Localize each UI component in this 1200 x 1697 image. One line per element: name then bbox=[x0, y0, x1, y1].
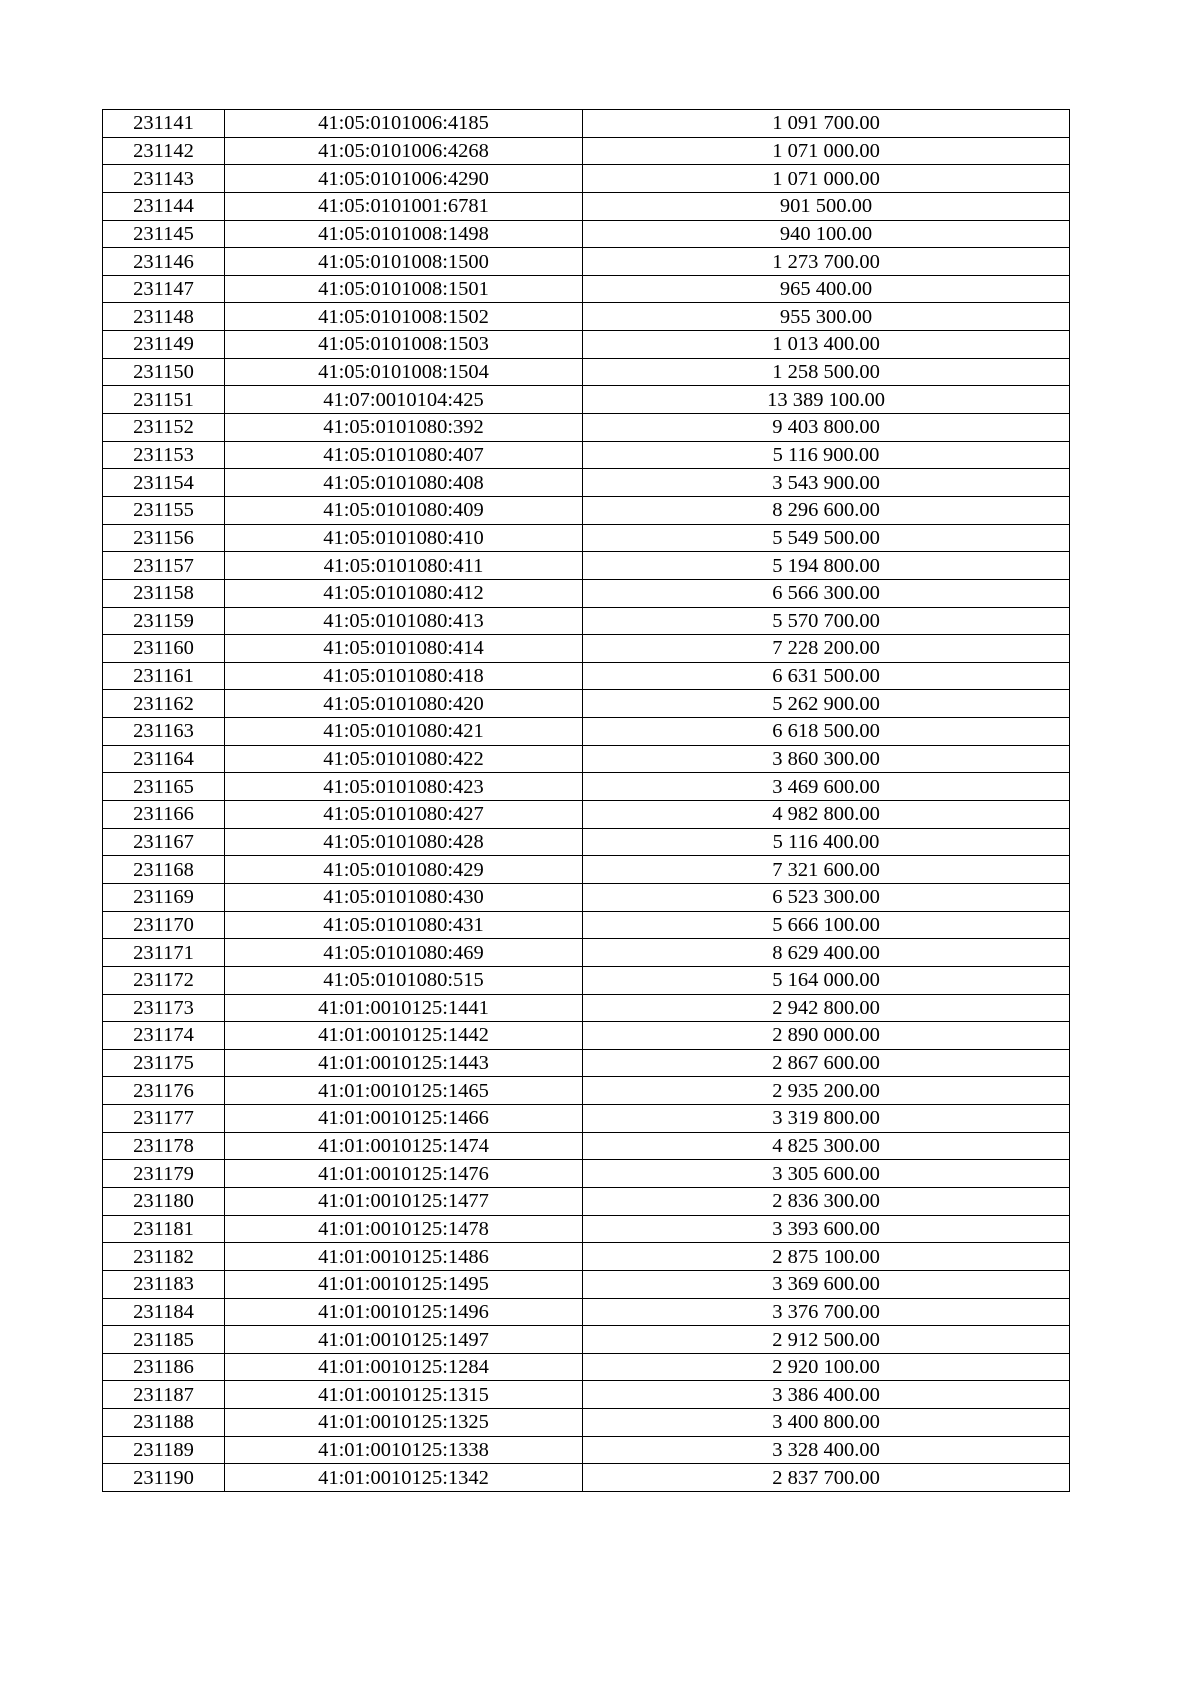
table-row bbox=[103, 1464, 1070, 1492]
cadastral-value-cell: 1 258 500.00 bbox=[583, 358, 1070, 386]
cadastral-number-cell: 41:01:0010125:1465 bbox=[225, 1077, 583, 1105]
row-number-cell: 231177 bbox=[103, 1105, 225, 1133]
cadastral-number-cell: 41:05:0101008:1504 bbox=[225, 358, 583, 386]
cadastral-number-cell: 41:01:0010125:1441 bbox=[225, 994, 583, 1022]
row-number-cell: 231165 bbox=[103, 773, 225, 801]
cadastral-number-cell: 41:01:0010125:1496 bbox=[225, 1298, 583, 1326]
table-row bbox=[103, 1353, 1070, 1381]
table-row bbox=[103, 718, 1070, 746]
row-number-cell: 231175 bbox=[103, 1049, 225, 1077]
cadastral-value-cell: 4 982 800.00 bbox=[583, 801, 1070, 829]
row-number-cell: 231144 bbox=[103, 192, 225, 220]
cadastral-value-cell: 955 300.00 bbox=[583, 303, 1070, 331]
table-row bbox=[103, 248, 1070, 276]
table-row bbox=[103, 552, 1070, 580]
cadastral-value-cell: 2 942 800.00 bbox=[583, 994, 1070, 1022]
row-number-cell: 231160 bbox=[103, 635, 225, 663]
table-row bbox=[103, 386, 1070, 414]
table-body bbox=[103, 110, 1070, 1492]
table-row bbox=[103, 331, 1070, 359]
cadastral-value-cell: 2 875 100.00 bbox=[583, 1243, 1070, 1271]
row-number-cell: 231176 bbox=[103, 1077, 225, 1105]
cadastral-value-cell: 5 194 800.00 bbox=[583, 552, 1070, 580]
table-row bbox=[103, 1270, 1070, 1298]
table-row bbox=[103, 994, 1070, 1022]
cadastral-number-cell: 41:05:0101080:423 bbox=[225, 773, 583, 801]
row-number-cell: 231142 bbox=[103, 137, 225, 165]
cadastral-number-cell: 41:01:0010125:1477 bbox=[225, 1187, 583, 1215]
cadastral-value-cell: 3 369 600.00 bbox=[583, 1270, 1070, 1298]
cadastral-value-cell: 2 935 200.00 bbox=[583, 1077, 1070, 1105]
cadastral-number-cell: 41:05:0101080:515 bbox=[225, 966, 583, 994]
row-number-cell: 231188 bbox=[103, 1409, 225, 1437]
row-number-cell: 231180 bbox=[103, 1187, 225, 1215]
row-number-cell: 231156 bbox=[103, 524, 225, 552]
row-number-cell: 231141 bbox=[103, 110, 225, 138]
row-number-cell: 231185 bbox=[103, 1326, 225, 1354]
row-number-cell: 231167 bbox=[103, 828, 225, 856]
table-row bbox=[103, 773, 1070, 801]
row-number-cell: 231171 bbox=[103, 939, 225, 967]
cadastral-number-cell: 41:05:0101008:1501 bbox=[225, 275, 583, 303]
cadastral-value-cell: 8 296 600.00 bbox=[583, 496, 1070, 524]
cadastral-value-cell: 1 071 000.00 bbox=[583, 137, 1070, 165]
cadastral-number-cell: 41:05:0101080:409 bbox=[225, 496, 583, 524]
row-number-cell: 231181 bbox=[103, 1215, 225, 1243]
row-number-cell: 231151 bbox=[103, 386, 225, 414]
table-row bbox=[103, 1381, 1070, 1409]
cadastral-number-cell: 41:05:0101080:422 bbox=[225, 745, 583, 773]
cadastral-value-cell: 965 400.00 bbox=[583, 275, 1070, 303]
cadastral-value-cell: 3 393 600.00 bbox=[583, 1215, 1070, 1243]
table-row bbox=[103, 828, 1070, 856]
cadastral-value-cell: 3 319 800.00 bbox=[583, 1105, 1070, 1133]
table-row bbox=[103, 192, 1070, 220]
row-number-cell: 231172 bbox=[103, 966, 225, 994]
cadastral-number-cell: 41:01:0010125:1443 bbox=[225, 1049, 583, 1077]
cadastral-value-cell: 3 469 600.00 bbox=[583, 773, 1070, 801]
cadastral-number-cell: 41:01:0010125:1442 bbox=[225, 1022, 583, 1050]
row-number-cell: 231154 bbox=[103, 469, 225, 497]
cadastral-number-cell: 41:05:0101008:1500 bbox=[225, 248, 583, 276]
row-number-cell: 231143 bbox=[103, 165, 225, 193]
cadastral-value-cell: 5 549 500.00 bbox=[583, 524, 1070, 552]
table-row bbox=[103, 469, 1070, 497]
row-number-cell: 231152 bbox=[103, 414, 225, 442]
cadastral-number-cell: 41:05:0101080:410 bbox=[225, 524, 583, 552]
cadastral-value-cell: 3 376 700.00 bbox=[583, 1298, 1070, 1326]
cadastral-value-cell: 1 091 700.00 bbox=[583, 110, 1070, 138]
table-row bbox=[103, 1187, 1070, 1215]
cadastral-value-cell: 940 100.00 bbox=[583, 220, 1070, 248]
cadastral-value-cell: 2 920 100.00 bbox=[583, 1353, 1070, 1381]
cadastral-number-cell: 41:05:0101080:430 bbox=[225, 883, 583, 911]
cadastral-number-cell: 41:05:0101080:392 bbox=[225, 414, 583, 442]
cadastral-value-cell: 3 305 600.00 bbox=[583, 1160, 1070, 1188]
table-row bbox=[103, 1077, 1070, 1105]
cadastral-value-cell: 5 666 100.00 bbox=[583, 911, 1070, 939]
cadastral-number-cell: 41:05:0101080:428 bbox=[225, 828, 583, 856]
table-row bbox=[103, 220, 1070, 248]
table-row bbox=[103, 883, 1070, 911]
table-row bbox=[103, 441, 1070, 469]
table-row bbox=[103, 911, 1070, 939]
table-row bbox=[103, 939, 1070, 967]
row-number-cell: 231163 bbox=[103, 718, 225, 746]
table-row bbox=[103, 801, 1070, 829]
cadastral-number-cell: 41:01:0010125:1478 bbox=[225, 1215, 583, 1243]
cadastral-number-cell: 41:01:0010125:1342 bbox=[225, 1464, 583, 1492]
table-row bbox=[103, 110, 1070, 138]
row-number-cell: 231189 bbox=[103, 1436, 225, 1464]
table-row bbox=[103, 524, 1070, 552]
table-row bbox=[103, 1243, 1070, 1271]
row-number-cell: 231182 bbox=[103, 1243, 225, 1271]
cadastral-value-cell: 3 860 300.00 bbox=[583, 745, 1070, 773]
row-number-cell: 231186 bbox=[103, 1353, 225, 1381]
row-number-cell: 231157 bbox=[103, 552, 225, 580]
cadastral-number-cell: 41:07:0010104:425 bbox=[225, 386, 583, 414]
table-row bbox=[103, 1160, 1070, 1188]
cadastral-value-cell: 901 500.00 bbox=[583, 192, 1070, 220]
cadastral-value-cell: 3 386 400.00 bbox=[583, 1381, 1070, 1409]
row-number-cell: 231187 bbox=[103, 1381, 225, 1409]
table-row bbox=[103, 745, 1070, 773]
cadastral-value-cell: 8 629 400.00 bbox=[583, 939, 1070, 967]
row-number-cell: 231164 bbox=[103, 745, 225, 773]
cadastral-value-cell: 2 837 700.00 bbox=[583, 1464, 1070, 1492]
table-row bbox=[103, 165, 1070, 193]
cadastral-number-cell: 41:01:0010125:1486 bbox=[225, 1243, 583, 1271]
table-row bbox=[103, 275, 1070, 303]
table-row bbox=[103, 303, 1070, 331]
cadastral-number-cell: 41:05:0101001:6781 bbox=[225, 192, 583, 220]
cadastral-number-cell: 41:01:0010125:1325 bbox=[225, 1409, 583, 1437]
cadastral-value-cell: 5 116 900.00 bbox=[583, 441, 1070, 469]
cadastral-number-cell: 41:01:0010125:1466 bbox=[225, 1105, 583, 1133]
row-number-cell: 231153 bbox=[103, 441, 225, 469]
cadastral-value-cell: 5 262 900.00 bbox=[583, 690, 1070, 718]
row-number-cell: 231146 bbox=[103, 248, 225, 276]
cadastral-number-cell: 41:01:0010125:1284 bbox=[225, 1353, 583, 1381]
cadastral-number-cell: 41:05:0101006:4290 bbox=[225, 165, 583, 193]
cadastral-value-cell: 3 543 900.00 bbox=[583, 469, 1070, 497]
cadastral-number-cell: 41:01:0010125:1497 bbox=[225, 1326, 583, 1354]
cadastral-value-cell: 6 566 300.00 bbox=[583, 579, 1070, 607]
row-number-cell: 231178 bbox=[103, 1132, 225, 1160]
table-row bbox=[103, 662, 1070, 690]
cadastral-value-cell: 4 825 300.00 bbox=[583, 1132, 1070, 1160]
table-row bbox=[103, 1436, 1070, 1464]
cadastral-number-cell: 41:05:0101080:411 bbox=[225, 552, 583, 580]
cadastral-number-cell: 41:05:0101080:414 bbox=[225, 635, 583, 663]
cadastral-value-cell: 5 116 400.00 bbox=[583, 828, 1070, 856]
table-row bbox=[103, 414, 1070, 442]
table-row bbox=[103, 1022, 1070, 1050]
row-number-cell: 231174 bbox=[103, 1022, 225, 1050]
row-number-cell: 231149 bbox=[103, 331, 225, 359]
row-number-cell: 231148 bbox=[103, 303, 225, 331]
row-number-cell: 231173 bbox=[103, 994, 225, 1022]
table-row bbox=[103, 856, 1070, 884]
cadastral-number-cell: 41:05:0101008:1503 bbox=[225, 331, 583, 359]
row-number-cell: 231155 bbox=[103, 496, 225, 524]
cadastral-value-cell: 1 013 400.00 bbox=[583, 331, 1070, 359]
table-row bbox=[103, 966, 1070, 994]
cadastral-value-cell: 6 618 500.00 bbox=[583, 718, 1070, 746]
row-number-cell: 231166 bbox=[103, 801, 225, 829]
table-row bbox=[103, 607, 1070, 635]
table-row bbox=[103, 1132, 1070, 1160]
row-number-cell: 231158 bbox=[103, 579, 225, 607]
cadastral-number-cell: 41:01:0010125:1474 bbox=[225, 1132, 583, 1160]
cadastral-value-cell: 7 321 600.00 bbox=[583, 856, 1070, 884]
cadastral-number-cell: 41:05:0101080:421 bbox=[225, 718, 583, 746]
row-number-cell: 231161 bbox=[103, 662, 225, 690]
row-number-cell: 231183 bbox=[103, 1270, 225, 1298]
row-number-cell: 231169 bbox=[103, 883, 225, 911]
cadastral-value-cell: 2 912 500.00 bbox=[583, 1326, 1070, 1354]
cadastral-value-cell: 1 071 000.00 bbox=[583, 165, 1070, 193]
row-number-cell: 231190 bbox=[103, 1464, 225, 1492]
cadastral-number-cell: 41:05:0101080:408 bbox=[225, 469, 583, 497]
cadastral-number-cell: 41:05:0101006:4185 bbox=[225, 110, 583, 138]
cadastral-number-cell: 41:05:0101006:4268 bbox=[225, 137, 583, 165]
cadastral-number-cell: 41:05:0101080:429 bbox=[225, 856, 583, 884]
cadastral-number-cell: 41:05:0101080:413 bbox=[225, 607, 583, 635]
cadastral-value-cell: 5 164 000.00 bbox=[583, 966, 1070, 994]
cadastral-number-cell: 41:01:0010125:1315 bbox=[225, 1381, 583, 1409]
table-row bbox=[103, 1105, 1070, 1133]
table-row bbox=[103, 1049, 1070, 1077]
table-row bbox=[103, 635, 1070, 663]
row-number-cell: 231145 bbox=[103, 220, 225, 248]
table-row bbox=[103, 137, 1070, 165]
cadastral-value-table bbox=[102, 109, 1070, 1492]
cadastral-value-cell: 9 403 800.00 bbox=[583, 414, 1070, 442]
row-number-cell: 231179 bbox=[103, 1160, 225, 1188]
table-row bbox=[103, 358, 1070, 386]
cadastral-value-cell: 6 631 500.00 bbox=[583, 662, 1070, 690]
row-number-cell: 231147 bbox=[103, 275, 225, 303]
cadastral-number-cell: 41:01:0010125:1476 bbox=[225, 1160, 583, 1188]
cadastral-number-cell: 41:05:0101080:418 bbox=[225, 662, 583, 690]
row-number-cell: 231150 bbox=[103, 358, 225, 386]
cadastral-number-cell: 41:05:0101080:469 bbox=[225, 939, 583, 967]
cadastral-value-cell: 1 273 700.00 bbox=[583, 248, 1070, 276]
cadastral-value-cell: 5 570 700.00 bbox=[583, 607, 1070, 635]
cadastral-value-cell: 2 867 600.00 bbox=[583, 1049, 1070, 1077]
table-row bbox=[103, 1326, 1070, 1354]
cadastral-number-cell: 41:01:0010125:1338 bbox=[225, 1436, 583, 1464]
cadastral-value-cell: 6 523 300.00 bbox=[583, 883, 1070, 911]
cadastral-number-cell: 41:05:0101080:427 bbox=[225, 801, 583, 829]
row-number-cell: 231162 bbox=[103, 690, 225, 718]
cadastral-number-cell: 41:05:0101080:431 bbox=[225, 911, 583, 939]
row-number-cell: 231159 bbox=[103, 607, 225, 635]
cadastral-number-cell: 41:05:0101080:420 bbox=[225, 690, 583, 718]
cadastral-number-cell: 41:05:0101080:407 bbox=[225, 441, 583, 469]
row-number-cell: 231170 bbox=[103, 911, 225, 939]
row-number-cell: 231184 bbox=[103, 1298, 225, 1326]
table-row bbox=[103, 579, 1070, 607]
table-row bbox=[103, 690, 1070, 718]
cadastral-number-cell: 41:05:0101008:1498 bbox=[225, 220, 583, 248]
table-row bbox=[103, 496, 1070, 524]
cadastral-value-cell: 2 836 300.00 bbox=[583, 1187, 1070, 1215]
cadastral-value-cell: 3 328 400.00 bbox=[583, 1436, 1070, 1464]
cadastral-number-cell: 41:05:0101008:1502 bbox=[225, 303, 583, 331]
cadastral-value-cell: 13 389 100.00 bbox=[583, 386, 1070, 414]
cadastral-number-cell: 41:01:0010125:1495 bbox=[225, 1270, 583, 1298]
cadastral-value-cell: 7 228 200.00 bbox=[583, 635, 1070, 663]
table-row bbox=[103, 1215, 1070, 1243]
cadastral-value-cell: 2 890 000.00 bbox=[583, 1022, 1070, 1050]
cadastral-value-cell: 3 400 800.00 bbox=[583, 1409, 1070, 1437]
cadastral-number-cell: 41:05:0101080:412 bbox=[225, 579, 583, 607]
table-row bbox=[103, 1298, 1070, 1326]
table-row bbox=[103, 1409, 1070, 1437]
row-number-cell: 231168 bbox=[103, 856, 225, 884]
